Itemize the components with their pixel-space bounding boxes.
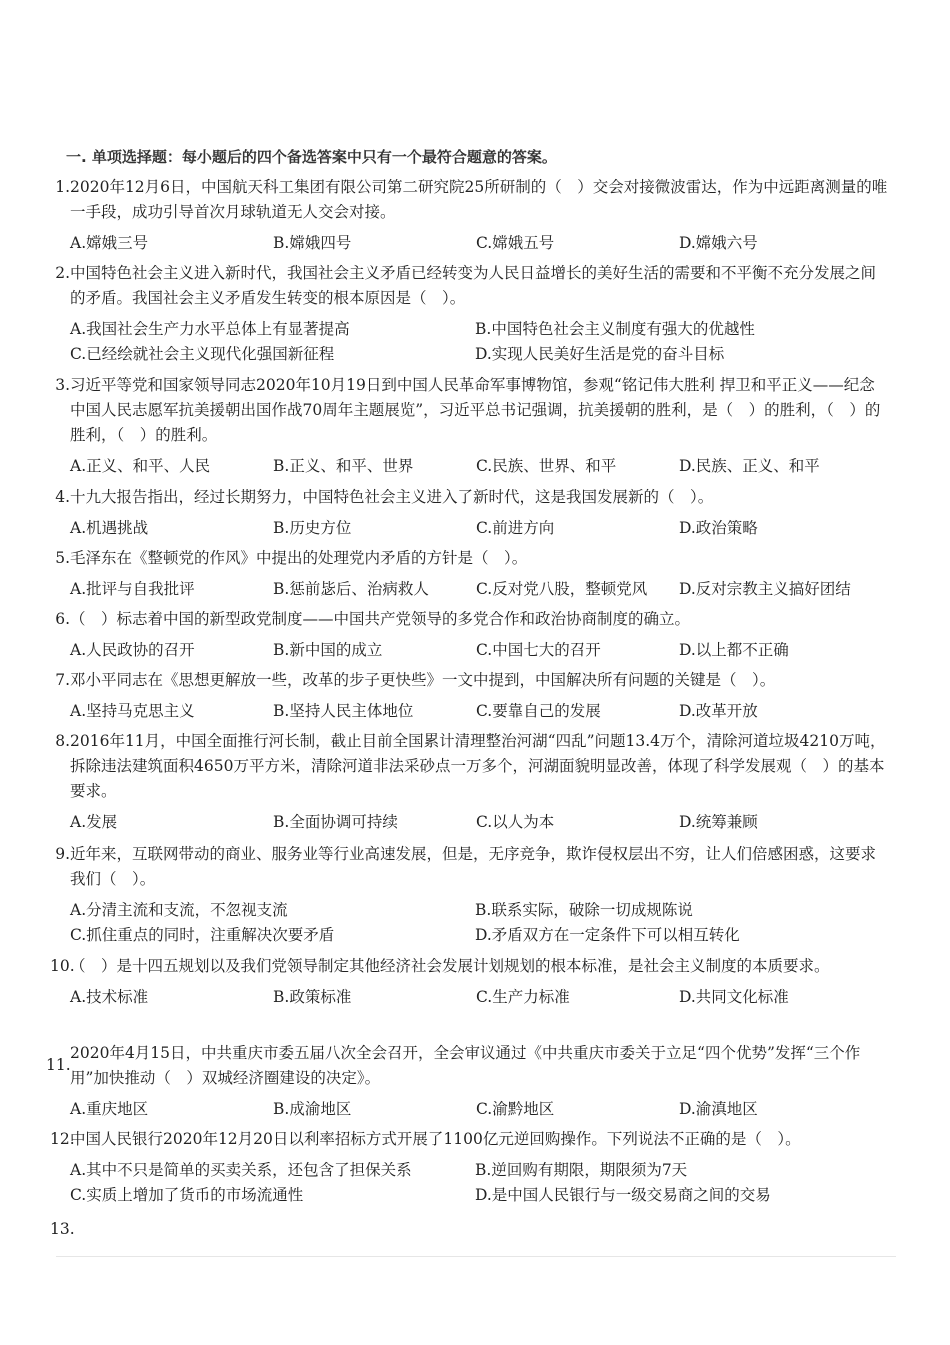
option-a: A.人民政协的召开 <box>70 641 195 659</box>
question-text: 近年来，互联网带动的商业、服务业等行业高速发展，但是，无序竞争，欺诈侵权层出不穷，让人们倍感困惑，这要求我们（ ）。 <box>70 845 877 888</box>
options-row <box>70 454 890 479</box>
question-stem <box>50 1127 890 1152</box>
question-stem <box>50 729 890 804</box>
question-stem <box>50 668 890 693</box>
option-c: C.渝黔地区 <box>476 1100 555 1118</box>
option-a: A.重庆地区 <box>70 1100 149 1118</box>
option-b: B.逆回购有期限，期限须为7天 <box>475 1161 688 1179</box>
question-stem <box>50 485 890 510</box>
option-b: B.中国特色社会主义制度有强大的优越性 <box>475 320 755 338</box>
options-grid <box>70 898 890 948</box>
question-stem <box>50 607 890 632</box>
option-a: A.分清主流和支流，不忽视支流 <box>70 901 288 919</box>
question-text: 中国人民银行2020年12月20日以利率招标方式开展了1100亿元逆回购操作。下列说法不正确的是（ ）。 <box>70 1130 801 1148</box>
option-d: D.改革开放 <box>679 702 758 720</box>
question-1 <box>50 175 890 256</box>
option-d: D.是中国人民银行与一级交易商之间的交易 <box>475 1186 771 1204</box>
options-grid <box>70 317 890 367</box>
question-stem <box>50 842 890 892</box>
question-11 <box>46 1041 890 1122</box>
option-c: C.抓住重点的同时，注重解决次要矛盾 <box>70 926 335 944</box>
question-number: 7. <box>55 671 70 689</box>
question-text: 毛泽东在《整顿党的作风》中提出的处理党内矛盾的方针是（ ）。 <box>70 549 528 567</box>
question-9 <box>50 842 890 948</box>
question-number: 11. <box>46 1056 71 1074</box>
options-row <box>70 577 890 602</box>
option-d: D.以上都不正确 <box>679 641 789 659</box>
question-text: 2020年12月6日，中国航天科工集团有限公司第二研究院25所研制的（ ）交会对接微波雷达，作为中远距离测量的唯一手段，成功引导首次月球轨道无人交会对接。 <box>70 178 888 221</box>
question-7 <box>50 668 890 724</box>
options-row <box>70 1097 890 1122</box>
option-d: D.政治策略 <box>679 519 758 537</box>
question-number: 8. <box>55 732 70 750</box>
question-number: 2. <box>55 264 70 282</box>
option-a: A.坚持马克思主义 <box>70 702 195 720</box>
option-b: B.联系实际，破除一切成规陈说 <box>475 901 693 919</box>
option-a: A.机遇挑战 <box>70 519 149 537</box>
option-d: D.嫦娥六号 <box>679 234 758 252</box>
question-number: 5. <box>55 549 70 567</box>
question-text: 十九大报告指出，经过长期努力，中国特色社会主义进入了新时代，这是我国发展新的（ ）。 <box>70 488 714 506</box>
option-c: C.前进方向 <box>476 519 555 537</box>
option-c: C.要靠自己的发展 <box>476 702 601 720</box>
question-stem <box>50 546 890 571</box>
question-4 <box>50 485 890 541</box>
option-b: B.全面协调可持续 <box>273 813 398 831</box>
question-2 <box>50 261 890 367</box>
option-d: D.民族、正义、和平 <box>679 457 820 475</box>
question-stem <box>50 175 890 225</box>
option-a: A.发展 <box>70 813 118 831</box>
question-number: 4. <box>55 488 70 506</box>
options-row <box>70 638 890 663</box>
option-d: D.统筹兼顾 <box>679 813 758 831</box>
option-c: C.民族、世界、和平 <box>476 457 617 475</box>
option-d: D.实现人民美好生活是党的奋斗目标 <box>475 345 725 363</box>
question-number: 10. <box>50 957 75 975</box>
question-text: 2016年11月，中国全面推行河长制，截止目前全国累计清理整治河湖“四乱”问题13.4万个，清除河道垃圾4210万吨，拆除违法建筑面积4650万平方米，清除河道非法采砂点一万多个，河湖面貌明显改善，体现了科学发展观（ ）的基本要求。 <box>70 732 886 800</box>
options-row <box>70 810 890 835</box>
question-stem <box>50 261 890 311</box>
option-a: A.批评与自我批评 <box>70 580 195 598</box>
option-a: A.我国社会生产力水平总体上有显著提高 <box>70 320 350 338</box>
question-text: 中国特色社会主义进入新时代，我国社会主义矛盾已经转变为人民日益增长的美好生活的需要和不平衡不充分发展之间的矛盾。我国社会主义矛盾发生转变的根本原因是（ ）。 <box>70 264 877 307</box>
option-c: C.实质上增加了货币的市场流通性 <box>70 1186 304 1204</box>
option-c: C.嫦娥五号 <box>476 234 555 252</box>
question-12 <box>50 1127 890 1208</box>
option-a: A.正义、和平、人民 <box>70 457 211 475</box>
bottom-divider <box>56 1256 896 1257</box>
question-stem <box>50 954 890 979</box>
option-b: B.坚持人民主体地位 <box>273 702 414 720</box>
option-b: B.政策标准 <box>273 988 352 1006</box>
question-text: （ ）标志着中国的新型政党制度——中国共产党领导的多党合作和政治协商制度的确立。 <box>70 610 691 628</box>
option-a: A.其中不只是简单的买卖关系，还包含了担保关系 <box>70 1161 412 1179</box>
question-number: 6. <box>55 610 70 628</box>
question-8 <box>50 729 890 835</box>
option-d: D.矛盾双方在一定条件下可以相互转化 <box>475 926 740 944</box>
option-b: B.惩前毖后、治病救人 <box>273 580 429 598</box>
question-text: 2020年4月15日，中共重庆市委五届八次全会召开，全会审议通过《中共重庆市委关于立足“四个优势”发挥“三个作用”加快推动（ ）双城经济圈建设的决定》。 <box>70 1044 861 1087</box>
option-d: D.反对宗教主义搞好团结 <box>679 580 851 598</box>
option-c: C.已经绘就社会主义现代化强国新征程 <box>70 345 335 363</box>
question-stem <box>50 373 890 448</box>
options-row <box>70 516 890 541</box>
question-3 <box>50 373 890 479</box>
section-title: 一. 单项选择题：每小题后的四个备选答案中只有一个最符合题意的答案。 <box>66 148 557 166</box>
options-row <box>70 231 890 256</box>
question-stem <box>46 1041 890 1091</box>
option-b: B.成渝地区 <box>273 1100 352 1118</box>
option-a: A.技术标准 <box>70 988 149 1006</box>
options-grid <box>70 1158 890 1208</box>
question-text: （ ）是十四五规划以及我们党领导制定其他经济社会发展计划规划的根本标准，是社会主义制度的本质要求。 <box>70 957 830 975</box>
question-6 <box>50 607 890 663</box>
question-number: 9. <box>55 845 70 863</box>
option-c: C.中国七大的召开 <box>476 641 601 659</box>
question-number: 1. <box>55 178 70 196</box>
option-b: B.嫦娥四号 <box>273 234 352 252</box>
option-d: D.共同文化标准 <box>679 988 789 1006</box>
option-c: C.反对党八股，整顿党风 <box>476 580 648 598</box>
question-13-number: 13. <box>50 1220 75 1238</box>
question-5 <box>50 546 890 602</box>
options-row <box>70 985 890 1010</box>
option-c: C.以人为本 <box>476 813 555 831</box>
options-row <box>70 699 890 724</box>
option-b: B.新中国的成立 <box>273 641 383 659</box>
option-c: C.生产力标准 <box>476 988 570 1006</box>
question-number: 3. <box>55 376 70 394</box>
question-10 <box>50 954 890 1010</box>
question-number: 12. <box>50 1130 75 1148</box>
question-text: 邓小平同志在《思想更解放一些，改革的步子更快些》一文中提到，中国解决所有问题的关键是（ ）。 <box>70 671 776 689</box>
option-b: B.正义、和平、世界 <box>273 457 414 475</box>
option-b: B.历史方位 <box>273 519 352 537</box>
question-text: 习近平等党和国家领导同志2020年10月19日到中国人民革命军事博物馆，参观“铭记伟大胜利 捍卫和平正义——纪念中国人民志愿军抗美援朝出国作战70周年主题展览”，习近平总书记强调，抗美援朝的胜利，是（ ）的胜利，（ ）的胜利，（ ）的胜利。 <box>70 376 881 444</box>
option-a: A.嫦娥三号 <box>70 234 149 252</box>
option-d: D.渝滇地区 <box>679 1100 758 1118</box>
